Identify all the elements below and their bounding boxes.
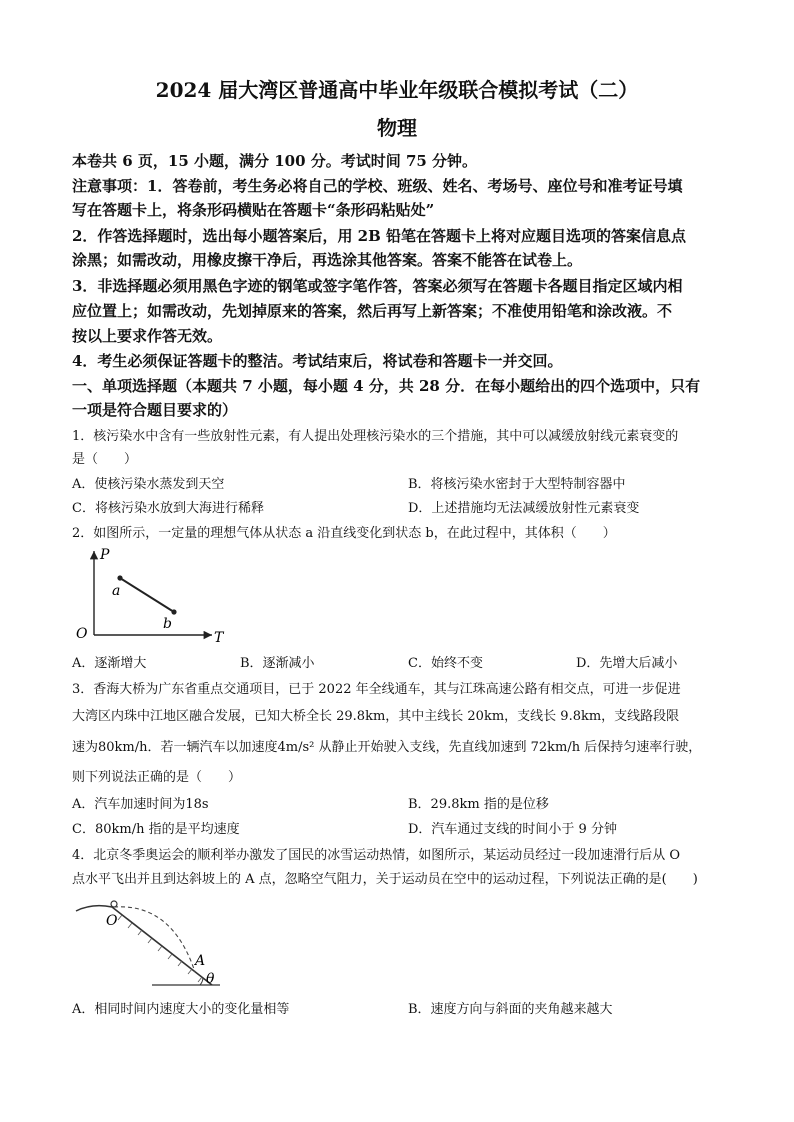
notes-line-1: 本卷共 6 页，15 小题，满分 100 分。考试时间 75 分钟。 [72,152,478,170]
notes-line-9: 4．考生必须保证答题卡的整洁。考试结束后，将试卷和答题卡一并交回。 [72,352,563,370]
q4-option-b: B．速度方向与斜面的夹角越来越大 [408,1002,613,1017]
q3-option-c: C．80km/h 指的是平均速度 [72,822,240,837]
process-line-ab [120,578,174,612]
q4-option-a: A．相同时间内速度大小的变化量相等 [72,1002,290,1017]
q1-option-d: D．上述措施均无法减缓放射性元素衰变 [408,501,640,516]
q2-option-c: C．始终不变 [408,656,483,671]
slope-hatching [118,915,202,982]
state-b-point [171,609,176,614]
notes-line-5: 涂黑；如需改动，用橡皮擦干净后，再选涂其他答案。答案不能答在试卷上。 [72,251,583,269]
origin-label: O [76,626,88,642]
q4-stem-line-1: 4．北京冬季奥运会的顺利举办激发了国民的冰雪运动热情，如图所示，某运动员经过一段加速滑行后从 O [72,848,681,863]
notes-line-8: 按以上要求作答无效。 [72,327,223,345]
q3-option-d: D．汽车通过支线的时间小于 9 分钟 [408,822,617,837]
skier-figure [111,901,117,907]
q2-option-b: B．逐渐减小 [240,656,315,671]
section-heading-line-1: 一、单项选择题（本题共 7 小题，每小题 4 分，共 28 分．在每小题给出的四个选项中，只有 [72,377,701,395]
q2-option-a: A．逐渐增大 [72,656,147,671]
notes-line-7: 应位置上；如需改动，先划掉原来的答案，然后再写上新答案；不准使用铅笔和涂改液。不 [72,302,673,320]
angle-label-theta: θ [206,971,215,987]
q1-stem-line-1: 1．核污染水中含有一些放射性元素，有人提出处理核污染水的三个措施，其中可以减缓放射线元素衰变的 [72,429,679,444]
q3-option-b: B．29.8km 指的是位移 [408,797,549,812]
notes-line-6: 3．非选择题必须用黑色字迹的钢笔或签字笔作答，答案必须写在答题卡各题目指定区域内相 [72,277,683,295]
q3-stem-line-2: 大湾区内珠中江地区融合发展，已知大桥全长 29.8km，其中主线长 20km，支线长 9.8km，支线路段限 [72,709,680,724]
axis-label-p: P [100,547,110,563]
q1-option-a: A．使核污染水蒸发到天空 [72,477,225,492]
point-label-b: b [163,616,172,632]
point-label-a: A [195,953,206,969]
q4-ski-slope-diagram [72,893,222,988]
takeoff-ramp [76,906,112,911]
q1-option-c: C．将核污染水放到大海进行稀释 [72,501,264,516]
notes-line-4: 2．作答选择题时，选出每小题答案后，用 2B 铅笔在答题卡上将对应题目选项的答案信息点 [72,227,687,245]
section-heading-line-2: 一项是符合题目要求的） [72,401,238,419]
q3-stem-line-4: 则下列说法正确的是（ ） [72,770,242,785]
notes-line-3: 写在答题卡上，将条形码横贴在答题卡“条形码粘贴处” [72,201,435,219]
q3-stem-line-3: 速为80km/h．若一辆汽车以加速度4m/s² 从静止开始驶入支线，先直线加速到 72km/h 后保持匀速率行驶， [72,740,702,755]
q2-stem: 2．如图所示，一定量的理想气体从状态 a 沿直线变化到状态 b，在此过程中，其体积（ ） [72,526,616,541]
q3-option-a: A．汽车加速时间为18s [72,797,209,812]
q3-stem-line-1: 3．香海大桥为广东省重点交通项目，已于 2022 年全线通车，其与江珠高速公路有相交点，可进一步促进 [72,682,681,697]
q4-stem-line-2: 点水平飞出并且到达斜坡上的 A 点，忽略空气阻力，关于运动员在空中的运动过程，下列说法正确的是( ) [72,872,698,887]
q2-pt-diagram [72,545,232,645]
point-label-a: a [112,583,121,599]
q1-option-b: B．将核污染水密封于大型特制容器中 [408,477,626,492]
axis-label-t: T [214,630,224,646]
subject-title: 物理 [377,116,417,140]
exam-title: 2024 届大湾区普通高中毕业年级联合模拟考试（二） [155,78,639,102]
q1-stem-line-2: 是（ ） [72,452,138,467]
notes-line-2: 注意事项：1．答卷前，考生务必将自己的学校、班级、姓名、考场号、座位号和准考证号填 [72,177,683,195]
q2-option-d: D．先增大后减小 [576,656,678,671]
state-a-point [117,575,122,580]
point-label-o: O [106,913,118,929]
